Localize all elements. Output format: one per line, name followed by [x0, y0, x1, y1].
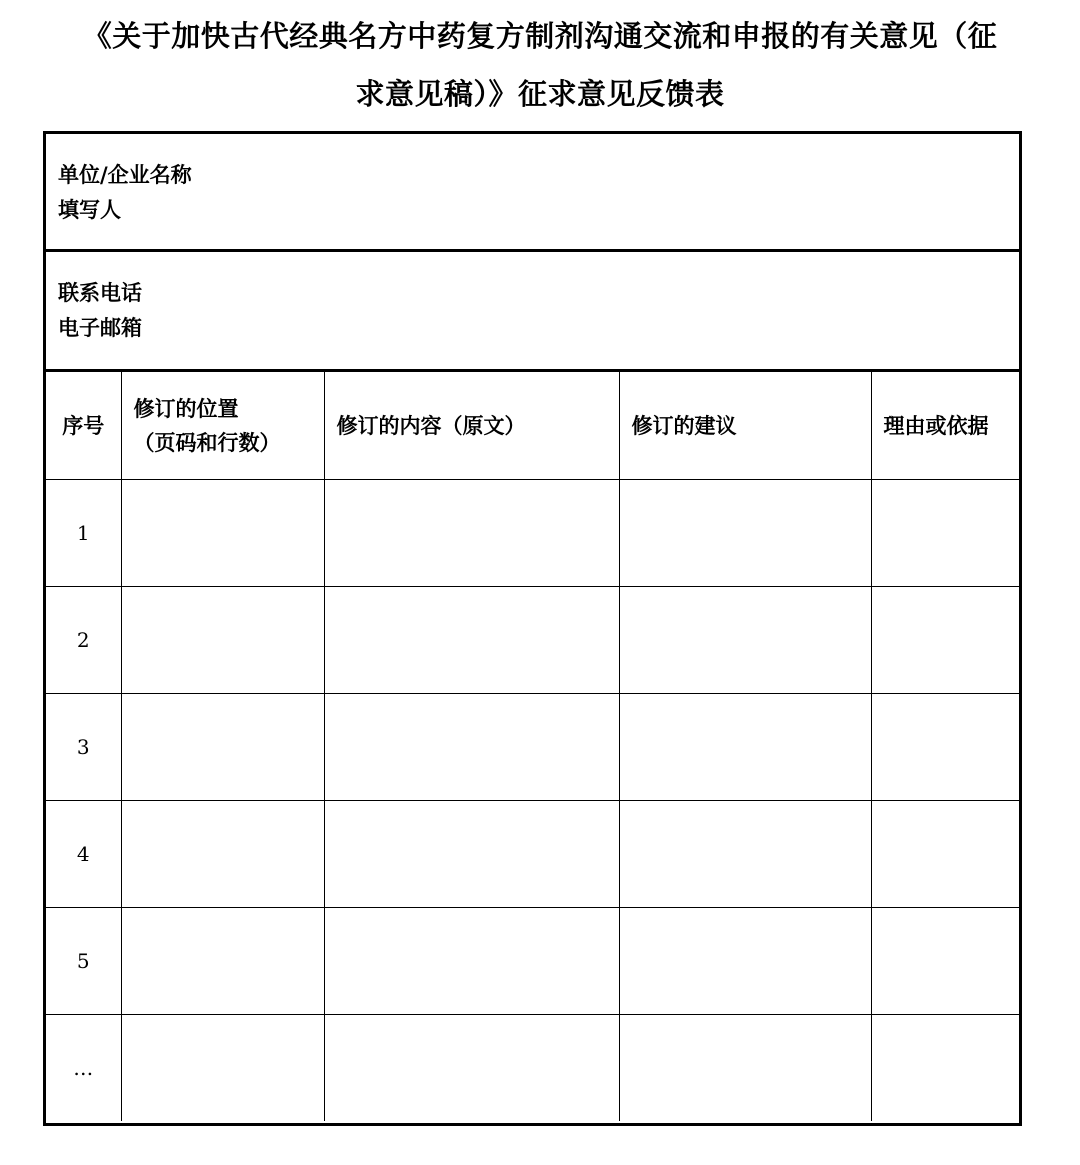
table-row: [46, 694, 1019, 801]
header-content: 修订的内容（原文）: [324, 371, 619, 480]
content-cell[interactable]: [324, 1015, 619, 1122]
suggestion-cell[interactable]: [619, 801, 871, 908]
row-number: 3: [46, 694, 121, 801]
location-cell[interactable]: [121, 587, 324, 694]
content-cell[interactable]: [324, 908, 619, 1015]
suggestion-cell[interactable]: [619, 694, 871, 801]
content-cell[interactable]: [324, 694, 619, 801]
header-reason: 理由或依据: [871, 371, 1019, 480]
reason-cell[interactable]: [871, 801, 1019, 908]
table-row: [46, 480, 1019, 587]
table-row: [46, 908, 1019, 1015]
table-row: [46, 587, 1019, 694]
suggestion-cell[interactable]: [619, 480, 871, 587]
location-cell[interactable]: [121, 694, 324, 801]
row-number: 1: [46, 480, 121, 587]
reason-cell[interactable]: [871, 694, 1019, 801]
document-title-line-1: 《关于加快古代经典名方中药复方制剂沟通交流和申报的有关意见（征: [82, 19, 998, 53]
suggestion-cell[interactable]: [619, 908, 871, 1015]
location-cell[interactable]: [121, 908, 324, 1015]
document-title-line-2: 求意见稿）》征求意见反馈表: [355, 77, 725, 111]
reason-cell[interactable]: [871, 587, 1019, 694]
reason-cell[interactable]: [871, 480, 1019, 587]
suggestion-cell[interactable]: [619, 1015, 871, 1122]
row-number: …: [46, 1015, 121, 1122]
table-row: [46, 801, 1019, 908]
reason-cell[interactable]: [871, 1015, 1019, 1122]
feedback-form-table: [43, 131, 1022, 1126]
phone-label: 联系电话: [58, 280, 142, 305]
filler-label: 填写人: [58, 197, 121, 222]
header-suggestion: 修订的建议: [619, 371, 871, 480]
location-cell[interactable]: [121, 801, 324, 908]
row-number: 2: [46, 587, 121, 694]
content-cell[interactable]: [324, 801, 619, 908]
revision-table: [46, 369, 1019, 1121]
header-location-line-2: （页码和行数）: [133, 429, 281, 455]
reason-cell[interactable]: [871, 908, 1019, 1015]
email-label: 电子邮箱: [58, 315, 142, 340]
header-location-line-1: 修订的位置: [133, 395, 239, 421]
table-header-row: [46, 371, 1019, 480]
location-cell[interactable]: [121, 1015, 324, 1122]
row-number: 4: [46, 801, 121, 908]
location-cell[interactable]: [121, 480, 324, 587]
content-cell[interactable]: [324, 587, 619, 694]
table-row: [46, 1015, 1019, 1122]
section-divider: [46, 249, 1019, 252]
header-location: [121, 371, 324, 480]
suggestion-cell[interactable]: [619, 587, 871, 694]
company-name-label: 单位/企业名称: [58, 162, 192, 187]
content-cell[interactable]: [324, 480, 619, 587]
row-number: 5: [46, 908, 121, 1015]
header-seq: 序号: [46, 371, 121, 480]
